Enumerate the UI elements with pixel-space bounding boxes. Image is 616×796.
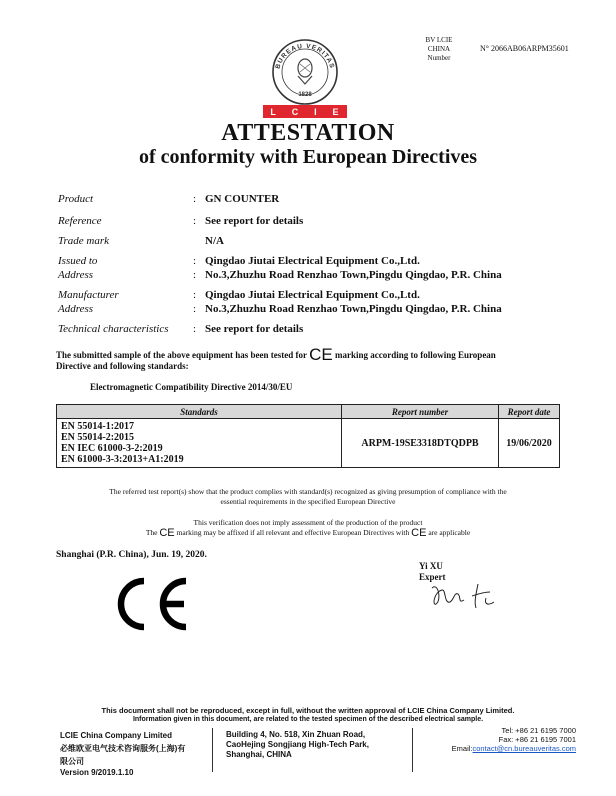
fax: Fax: +86 21 6195 7001 xyxy=(498,735,576,744)
lcie-logo-letter: E xyxy=(332,106,340,117)
report-date-cell: 19/06/2020 xyxy=(499,419,560,468)
field-label-address: Address xyxy=(58,303,94,315)
bv-label-line: Number xyxy=(427,54,451,62)
ce-mark-large-icon xyxy=(108,575,192,633)
company-name-cn: 限公司 xyxy=(60,757,84,766)
note-text: are applicable xyxy=(428,528,471,537)
handwritten-signature xyxy=(428,578,508,614)
field-value-trade-mark: N/A xyxy=(205,235,224,247)
field-colon: : xyxy=(193,303,197,315)
field-colon: : xyxy=(193,193,197,205)
field-label-address: Address xyxy=(58,269,94,281)
field-value-address: No.3,Zhuzhu Road Renzhao Town,Pingdu Qingdao, P.R. China xyxy=(205,269,502,281)
document-subtitle: of conformity with European Directives xyxy=(138,146,478,168)
directive-name: Electromagnetic Compatibility Directive 2014/30/EU xyxy=(90,382,293,392)
seal-year: 1828 xyxy=(298,92,312,98)
telephone: Tel: +86 21 6195 7000 xyxy=(501,726,576,735)
note-text: marking may be affixed if all relevant and effective European Directives with xyxy=(176,528,410,537)
address-line: Shanghai, CHINA xyxy=(226,750,292,759)
submitted-text: Directive and following standards: xyxy=(56,361,189,371)
lcie-logo-letter: L xyxy=(270,106,277,117)
table-header-report-number: Report number xyxy=(342,405,499,419)
submitted-text: The submitted sample of the above equipment has been tested for xyxy=(56,350,307,360)
lcie-logo xyxy=(263,105,347,118)
field-label-reference: Reference xyxy=(58,215,102,227)
ce-mark-icon: CE xyxy=(159,527,175,539)
note-line: This verification does not imply assessment of the production of the product xyxy=(193,518,423,527)
field-value-address: No.3,Zhuzhu Road Renzhao Town,Pingdu Qingdao, P.R. China xyxy=(205,303,502,315)
footer-divider xyxy=(412,728,413,772)
company-name-cn: 必维欧亚电气技术咨询服务(上海)有 xyxy=(60,744,186,753)
footer-divider xyxy=(212,728,213,772)
table-header-report-date: Report date xyxy=(499,405,560,419)
field-value-product: GN COUNTER xyxy=(205,193,280,205)
footer-company xyxy=(60,729,208,768)
field-colon: : xyxy=(193,289,197,301)
lcie-logo-letter: I xyxy=(314,106,318,117)
note-line: essential requirements in the specified European Directive xyxy=(220,497,396,506)
email-link[interactable]: contact@cn.bureauveritas.com xyxy=(472,744,576,753)
field-colon: : xyxy=(193,215,197,227)
report-number-cell: ARPM-19SE3318DTQDPB xyxy=(342,419,499,468)
field-colon: : xyxy=(193,255,197,267)
submitted-text: marking according to following European xyxy=(334,350,496,360)
footer-contact xyxy=(420,726,576,753)
field-label-manufacturer: Manufacturer xyxy=(58,289,119,301)
field-colon: : xyxy=(193,269,197,281)
field-label-technical-characteristics: Technical characteristics xyxy=(58,323,169,335)
email-label: Email: xyxy=(451,744,473,753)
standard-item: EN 55014-1:2017 xyxy=(61,421,135,432)
seal-top-text: BUREAU VERITAS xyxy=(274,42,336,70)
company-name: LCIE China Company Limited xyxy=(60,731,173,740)
document-title: ATTESTATION xyxy=(221,120,395,146)
note-line: The referred test report(s) show that the product complies with standard(s) recognized as giving presumption of compliance with the xyxy=(109,487,507,496)
field-value-manufacturer: Qingdao Jiutai Electrical Equipment Co.,Ltd. xyxy=(205,289,420,301)
ce-mark-icon: CE xyxy=(411,527,427,539)
certificate-number: N° 2066AB06ARPM35601 xyxy=(480,44,569,53)
table-row xyxy=(57,419,560,468)
table-header-standards: Standards xyxy=(57,405,342,419)
submitted-statement xyxy=(56,345,576,372)
bureau-veritas-seal-icon xyxy=(270,38,340,106)
field-label-issued-to: Issued to xyxy=(58,255,98,267)
field-value-issued-to: Qingdao Jiutai Electrical Equipment Co.,Ltd. xyxy=(205,255,420,267)
svg-text:BUREAU VERITAS xyxy=(275,43,336,70)
bv-label-line: CHINA xyxy=(427,45,451,53)
footer-address xyxy=(226,730,406,760)
signatory-title: Expert xyxy=(419,572,446,582)
footer-information: Information given in this document, are related to the tested specimen of the described electrical sample. xyxy=(132,716,484,723)
place-and-date: Shanghai (P.R. China), Jun. 19, 2020. xyxy=(56,550,207,560)
standard-item: EN 61000-3-3:2013+A1:2019 xyxy=(61,454,184,465)
referred-note xyxy=(0,487,616,507)
ce-mark-icon: CE xyxy=(309,345,333,364)
document-version: Version 9/2019.1.10 xyxy=(60,768,134,777)
standard-item: EN IEC 61000-3-2:2019 xyxy=(61,443,163,454)
field-value-technical-characteristics: See report for details xyxy=(205,323,304,335)
signatory-name: Yi XU xyxy=(419,561,443,571)
field-label-product: Product xyxy=(58,193,94,205)
standards-list xyxy=(57,419,342,468)
standard-item: EN 55014-2:2015 xyxy=(61,432,135,443)
standards-table xyxy=(56,404,560,468)
note-text: The xyxy=(145,528,158,537)
bv-lcie-label xyxy=(414,36,464,63)
field-label-trade-mark: Trade mark xyxy=(58,235,110,247)
field-value-reference: See report for details xyxy=(205,215,304,227)
bv-label-line: BV LCIE xyxy=(425,36,453,44)
address-line: Building 4, No. 518, Xin Zhuan Road, xyxy=(226,730,366,739)
verification-note xyxy=(0,518,616,538)
field-colon: : xyxy=(193,323,197,335)
footer-disclaimer: This document shall not be reproduced, except in full, without the written approval of LCIE China Company Limited. xyxy=(101,706,515,715)
lcie-logo-letter: C xyxy=(291,106,300,117)
address-line: CaoHejing Songjiang High-Tech Park, xyxy=(226,740,369,749)
